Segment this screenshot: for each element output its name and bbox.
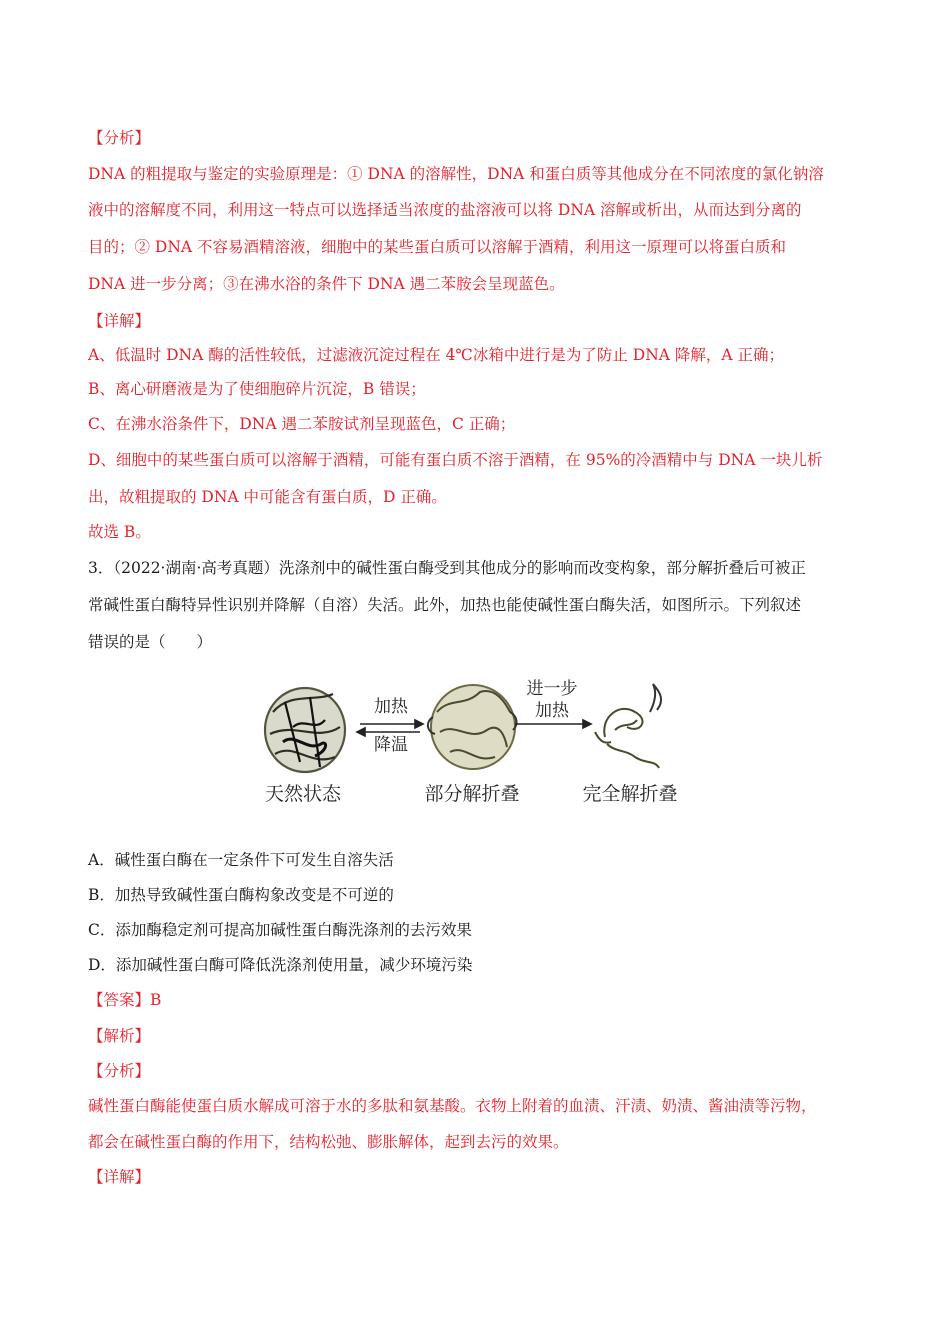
reversible-arrow: [357, 720, 423, 736]
fully-unfolded-protein-illustration: [595, 684, 661, 768]
analysis-line-q3: 都会在碱性蛋白酶的作用下，结构松弛、膨胀解体，起到去污的效果。: [88, 1133, 569, 1151]
state3-label: 完全解折叠: [582, 783, 678, 805]
analysis-heading: 【分析】: [88, 129, 151, 147]
analysis-heading-q3: 【分析】: [88, 1062, 151, 1080]
arrow1-top-label: 加热: [374, 697, 408, 717]
analysis-line: 目的；② DNA 不容易酒精溶液，细胞中的某些蛋白质可以溶解于酒精，利用这一原理可以将蛋白质和: [88, 238, 787, 256]
detail-line: A、低温时 DNA 酶的活性较低，过滤液沉淀过程在 4℃冰箱中进行是为了防止 DNA 降解，A 正确；: [88, 346, 785, 364]
native-state-protein-illustration: [265, 688, 345, 772]
answer-label: 【答案】: [88, 991, 151, 1009]
analysis-line-q3: 碱性蛋白酶能使蛋白质水解成可溶于水的多肽和氨基酸。衣物上附着的血渍、汗渍、奶渍、酱油渍等污物，: [88, 1097, 817, 1115]
arrow2-top-label: 进一步: [526, 679, 578, 699]
answer-value: B: [150, 991, 162, 1009]
forward-arrow: [515, 720, 591, 728]
partial-unfolded-protein-illustration: [428, 685, 517, 769]
detail-heading: 【详解】: [88, 312, 151, 330]
analysis-line: 液中的溶解度不同，利用这一特点可以选择适当浓度的盐溶液可以将 DNA 溶解或析出，从而达到分离的: [88, 201, 802, 219]
detail-line: C、在沸水浴条件下，DNA 遇二苯胺试剂呈现蓝色，C 正确；: [88, 415, 516, 433]
state1-label: 天然状态: [264, 783, 342, 805]
conclusion: 故选 B。: [88, 523, 151, 541]
protein-folding-figure: [255, 672, 695, 822]
state2-label: 部分解折叠: [424, 783, 520, 805]
option-b: B．加热导致碱性蛋白酶构象改变是不可逆的: [88, 886, 394, 904]
analysis-line: DNA 的粗提取与鉴定的实验原理是：① DNA 的溶解性，DNA 和蛋白质等其他成分在不同浓度的氯化钠溶: [88, 165, 824, 183]
question-stem-line: 错误的是（ ）: [88, 633, 213, 651]
arrow2-bottom-label: 加热: [535, 701, 569, 721]
parse-heading: 【解析】: [88, 1027, 151, 1045]
detail-heading-q3: 【详解】: [88, 1168, 151, 1186]
answer-line: [88, 990, 161, 1010]
arrow1-bottom-label: 降温: [374, 735, 408, 755]
detail-line: 出，故粗提取的 DNA 中可能含有蛋白质，D 正确。: [88, 488, 447, 506]
option-c: C．添加酶稳定剂可提高加碱性蛋白酶洗涤剂的去污效果: [88, 921, 472, 939]
detail-line: D、细胞中的某些蛋白质可以溶解于酒精，可能有蛋白质不溶于酒精，在 95%的冷酒精中与 DNA 一块儿析: [88, 451, 823, 469]
question-stem-line: 常碱性蛋白酶特异性识别并降解（自溶）失活。此外，加热也能使碱性蛋白酶失活，如图所示。下列叙述: [88, 596, 802, 614]
detail-line: B、离心研磨液是为了使细胞碎片沉淀，B 错误；: [88, 380, 426, 398]
question-stem-line: 3．（2022·湖南·高考真题）洗涤剂中的碱性蛋白酶受到其他成分的影响而改变构象，部分解折叠后可被正: [88, 559, 806, 577]
option-a: A．碱性蛋白酶在一定条件下可发生自溶失活: [88, 851, 394, 869]
option-d: D．添加碱性蛋白酶可降低洗涤剂使用量，减少环境污染: [88, 956, 473, 974]
analysis-line: DNA 进一步分离；③在沸水浴的条件下 DNA 遇二苯胺会呈现蓝色。: [88, 275, 565, 293]
